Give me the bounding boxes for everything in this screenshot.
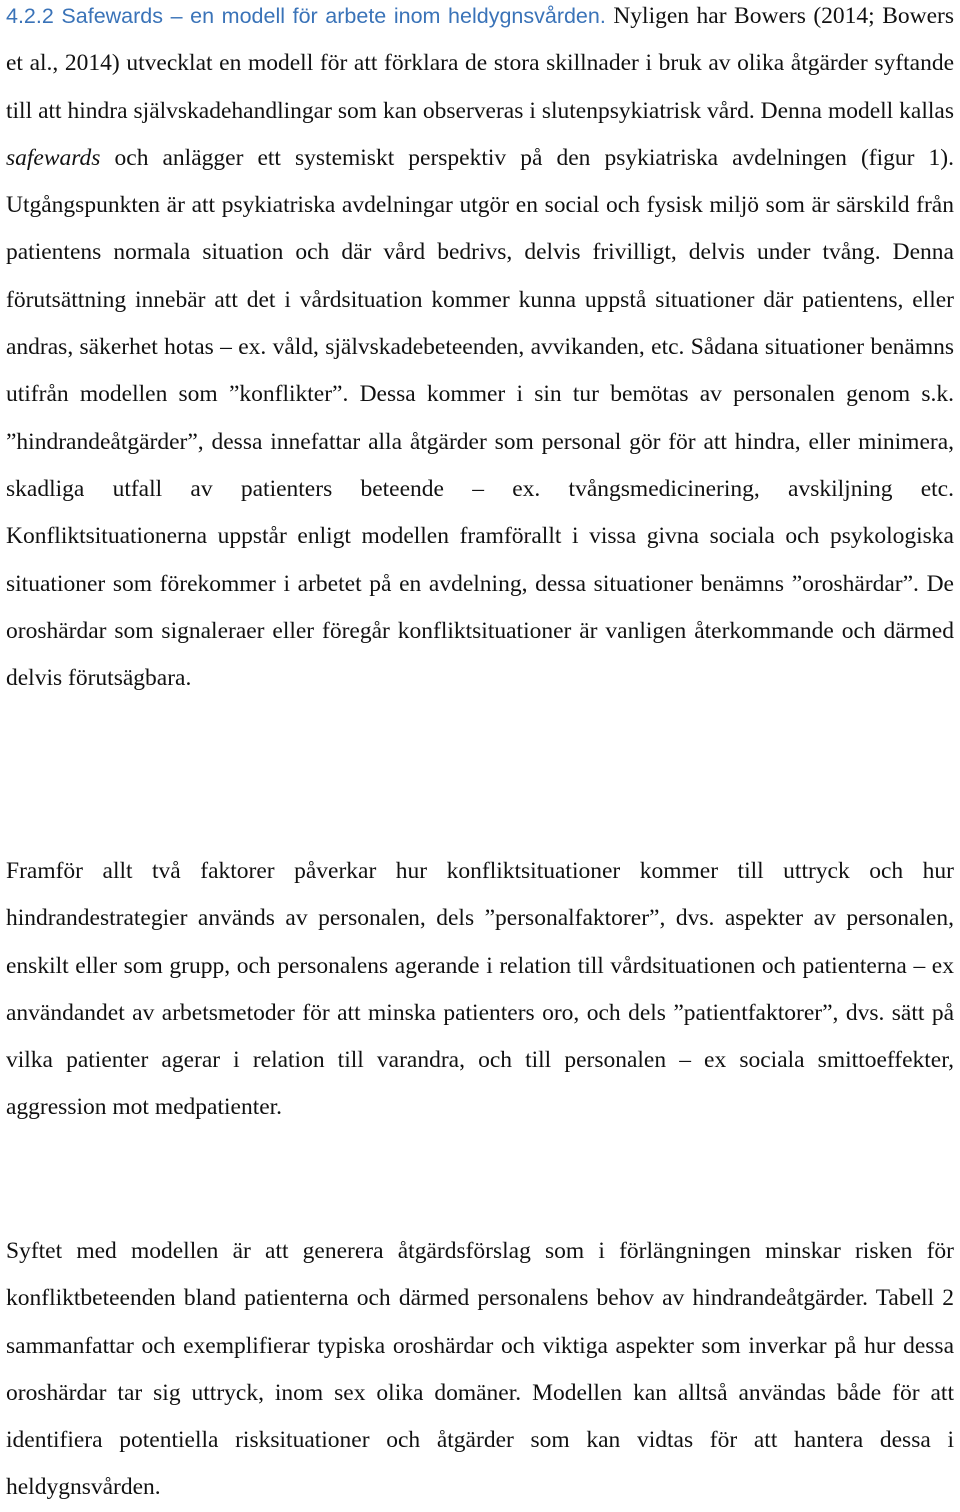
paragraph-intro-text-b: och anlägger ett systemiskt perspektiv på den psykiatriska avdelningen (figur 1). Utgångspunkten är att psykiatriska avdelningar utgör en social och fysisk miljö som är särskild från patientens normala situation och där vård bedrivs, delvis frivilligt, delvis under tvång. Denna förutsättning innebär att det i vårdsituation kommer kunna uppstå situationer där patientens, eller andras, säkerhet hotas – ex. våld, självskadebeteenden, avvikanden, etc. Sådana situationer benämns utifrån modellen som ”konflikter”. Dessa kommer i sin tur bemötas av personalen genom s.k. ”hindrandeåtgärder”, dessa innefattar alla åtgärder som personal gör för att hindra, eller minimera, skadliga utfall av patienters beteende – ex. tvångsmedicinering, avskiljning etc. Konfliktsituationerna uppstår enligt modellen framförallt i vissa givna sociala och psykologiska situationer som förekommer i arbetet på en avdelning, dessa situationer benämns ”oroshärdar”. De oroshärdar som signaleraer eller föregår konfliktsituationer är vanligen återkommande och därmed delvis förutsägbara. xyxy=(6,144,954,692)
paragraph-intro xyxy=(6,0,954,702)
section-heading: 4.2.2 Safewards – en modell för arbete inom heldygnsvården. xyxy=(6,4,606,28)
paragraph-intro-italic-term: safewards xyxy=(6,144,101,171)
paragraph-intro-text-a: Nyligen har Bowers (2014; Bowers et al., 2014) utvecklat en modell för att förklara de stora skillnader i bruk av olika åtgärder syftande till att hindra självskadehandlingar som kan observeras i slutenpsykiatrisk vård. Denna modell kallas xyxy=(6,3,954,124)
paragraph-purpose: Syftet med modellen är att generera åtgärdsförslag som i förlängningen minskar risken för konfliktbeteenden bland patienterna och därmed personalens behov av hindrandeåtgärder. Tabell 2 sammanfattar och exemplifierar typiska oroshärdar och viktiga aspekter som inverkar på hur dessa oroshärdar tar sig uttryck, inom sex olika domäner. Modellen kan alltså användas både för att identifiera potentiella risksituationer och åtgärder som kan vidtas för att hantera dessa i heldygnsvården. xyxy=(6,1238,954,1501)
paragraph-factors: Framför allt två faktorer påverkar hur konfliktsituationer kommer till uttryck och hur hindrandestrategier används av personalen, dels ”personalfaktorer”, dvs. aspekter av personalen, enskilt eller som grupp, och personalens agerande i relation till vårdsituationen och patienterna – ex användandet av arbetsmetoder för att minska patienters oro, och dels ”patientfaktorer”, dvs. sätt på vilka patienter agerar i relation till varandra, och till personalen – ex sociala smittoeffekter, aggression mot medpatienter. xyxy=(6,858,954,1121)
